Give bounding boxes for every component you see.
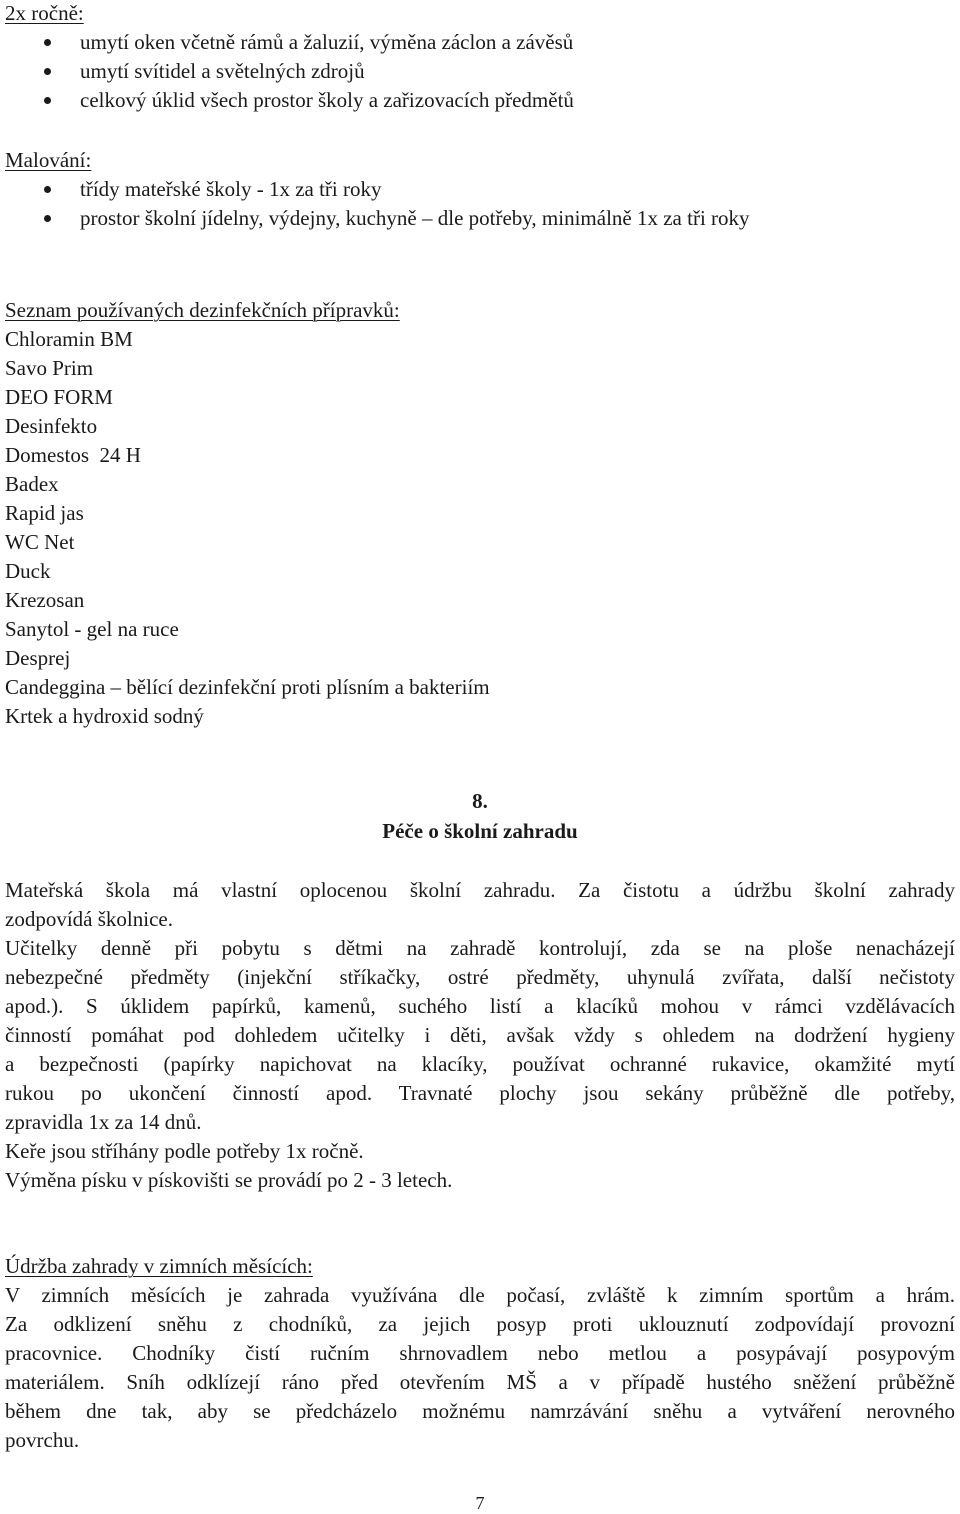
text-line: nebezpečné předměty (injekční stříkačky, ostré předměty, uhynulá zvířata, další nečistoty [5, 965, 955, 989]
section-number: 8. [472, 789, 488, 813]
list-item: umytí oken včetně rámů a žaluzií, výměna záclon a závěsů [0, 28, 574, 57]
heading-painting: Malování: [5, 148, 92, 172]
list-item: Chloramin BM [5, 327, 133, 351]
text-line: apod.). S úklidem papírků, kamenů, suchého listí a klacíků mohou v rámci vzdělávacích [5, 994, 955, 1018]
list-item: Badex [5, 472, 59, 496]
list-item: DEO FORM [5, 385, 113, 409]
section-title: Péče o školní zahradu [382, 819, 578, 843]
list-item: Domestos 24 H [5, 443, 141, 467]
list-item: Candeggina – bělící dezinfekční proti plísním a bakteriím [5, 675, 490, 699]
list-item: Desinfekto [5, 414, 98, 438]
text-line: rukou po ukončení činností apod. Travnaté plochy jsou sekány průběžně dle potřeby, [5, 1081, 955, 1105]
paragraph-sandbox: Výměna písku v pískovišti se provádí po 2 - 3 letech. [5, 1168, 453, 1192]
text-line: pracovnice. Chodníky čistí ručním shrnovadlem nebo metlou a posypávají posypovým [5, 1341, 955, 1365]
text-line: během dne tak, aby se předcházelo možnému namrzávání sněhu a vytváření nerovného [5, 1399, 955, 1423]
text-line: zodpovídá školnice. [5, 907, 173, 931]
list-item: Sanytol - gel na ruce [5, 617, 179, 641]
list-item: umytí svítidel a světelných zdrojů [0, 57, 574, 86]
text-line: materiálem. Sníh odklízejí ráno před otevřením MŠ a v případě hustého sněžení průběžně [5, 1370, 955, 1394]
list-item: Krtek a hydroxid sodný [5, 704, 204, 728]
list-item: třídy mateřské školy - 1x za tři roky [0, 175, 750, 204]
page-number: 7 [475, 1493, 485, 1513]
list-item: Desprej [5, 646, 71, 670]
list-item: prostor školní jídelny, výdejny, kuchyně – dle potřeby, minimálně 1x za tři roky [0, 204, 750, 233]
list-item: WC Net [5, 530, 75, 554]
list-item: celkový úklid všech prostor školy a zařizovacích předmětů [0, 86, 574, 115]
text-line: povrchu. [5, 1428, 80, 1452]
list-item: Rapid jas [5, 501, 84, 525]
paragraph-garden-intro [5, 876, 955, 934]
text-line: činností pomáhat pod dohledem učitelky i děti, avšak vždy s ohledem na dodržení hygieny [5, 1023, 955, 1047]
text-line: Za odklizení sněhu z chodníků, za jejich posyp proti uklouznutí zodpovídají provozní [5, 1312, 955, 1336]
text-line: Učitelky denně při pobytu s dětmi na zahradě kontrolují, zda se na ploše nenacházejí [5, 936, 955, 960]
text-line: Mateřská škola má vlastní oplocenou školní zahradu. Za čistotu a údržbu školní zahrady [5, 878, 955, 902]
twice-yearly-list [0, 28, 574, 115]
list-item: Krezosan [5, 588, 85, 612]
heading-twice-yearly: 2x ročně: [5, 1, 84, 25]
text-line: a bezpečnosti (papírky napichovat na klacíky, používat ochranné rukavice, okamžité mytí [5, 1052, 955, 1076]
disinfectants-list [5, 325, 490, 731]
paragraph-winter [5, 1281, 955, 1455]
list-item: Savo Prim [5, 356, 94, 380]
paragraph-shrubs: Keře jsou stříhány podle potřeby 1x ročně. [5, 1139, 364, 1163]
heading-disinfectants: Seznam používaných dezinfekčních přípravků: [5, 298, 400, 322]
painting-list [0, 175, 750, 233]
heading-winter: Údržba zahrady v zimních měsících: [5, 1254, 313, 1278]
paragraph-garden-checks [5, 934, 955, 1137]
text-line: zpravidla 1x za 14 dnů. [5, 1110, 202, 1134]
list-item: Duck [5, 559, 51, 583]
text-line: V zimních měsících je zahrada využívána dle počasí, zvláště k zimním sportům a hrám. [5, 1283, 955, 1307]
